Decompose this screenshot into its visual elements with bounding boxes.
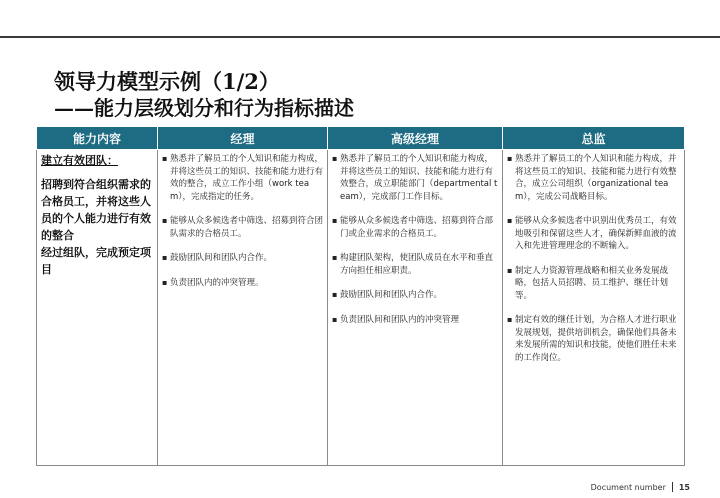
page-number: 15 bbox=[678, 482, 690, 492]
indicator-item: ▪ 制定人力资源管理战略和相关业务发展战略，包括人员招聘、员工维护、继任计划等。 bbox=[507, 265, 680, 303]
indicator-item: ▪ 制定有效的继任计划，为合格人才进行职业发展规划，提供培训机会，确保他们具备未来发展所需的知识和技能，使他们胜任未来的工作岗位。 bbox=[507, 314, 680, 364]
header-director: 总监 bbox=[503, 127, 685, 150]
indicator-item: ▪ 熟悉并了解员工的个人知识和能力构成，并将这些员工的知识、技能和能力进行有效的整合，成立工作小组（work team），完成指定的任务。 bbox=[162, 153, 323, 203]
competency-paragraph: 经过组队，完成预定项目 bbox=[41, 246, 151, 276]
competency-paragraph: 招聘到符合组织需求的合格员工，并将这些人员的个人能力进行有效的整合 bbox=[41, 178, 151, 242]
indicator-item: ▪ 熟悉并了解员工的个人知识和能力构成，并将这些员工的知识、技能和能力进行有效整合，成立职能部门（departmental team），完成部门工作目标。 bbox=[332, 153, 498, 203]
competency-description bbox=[41, 176, 153, 278]
header-competency: 能力内容 bbox=[37, 127, 158, 150]
document-number-label: Document number bbox=[590, 482, 666, 492]
director-cell bbox=[503, 150, 685, 466]
senior-manager-cell bbox=[328, 150, 503, 466]
page-subtitle: ——能力层级划分和行为指标描述 bbox=[54, 96, 354, 120]
manager-cell bbox=[158, 150, 328, 466]
competency-table bbox=[36, 126, 685, 466]
footer-divider bbox=[672, 482, 673, 492]
manager-indicator-list bbox=[162, 153, 323, 289]
director-indicator-list bbox=[507, 153, 680, 364]
table-row bbox=[37, 150, 685, 466]
indicator-item: ▪ 能够从众多候选者中筛选、招募到符合部门或企业需求的合格员工。 bbox=[332, 215, 498, 240]
header-senior-manager: 高级经理 bbox=[328, 127, 503, 150]
top-divider bbox=[0, 36, 720, 38]
indicator-item: ▪ 负责团队间和团队内的冲突管理 bbox=[332, 314, 498, 327]
table-header-row bbox=[37, 127, 685, 150]
indicator-item: ▪ 鼓励团队间和团队内合作。 bbox=[332, 289, 498, 302]
indicator-item: ▪ 鼓励团队间和团队内合作。 bbox=[162, 252, 323, 265]
indicator-item: ▪ 构建团队架构，使团队成员在水平和垂直方向担任相应职责。 bbox=[332, 252, 498, 277]
page-title: 领导力模型示例（1/2） bbox=[54, 69, 280, 94]
indicator-item: ▪ 熟悉并了解员工的个人知识和能力构成，并将这些员工的知识、技能和能力进行有效整合，成立公司组织（organizational team），完成公司战略目标。 bbox=[507, 153, 680, 203]
header-manager: 经理 bbox=[158, 127, 328, 150]
senior-manager-indicator-list bbox=[332, 153, 498, 326]
competency-heading: 建立有效团队： bbox=[41, 154, 118, 167]
indicator-item: ▪ 负责团队内的冲突管理。 bbox=[162, 277, 323, 290]
indicator-item: ▪ 能够从众多候选者中识别出优秀员工，有效地吸引和保留这些人才，确保新鲜血液的流入和先进管理理念的不断输入。 bbox=[507, 215, 680, 253]
competency-cell bbox=[37, 150, 158, 466]
indicator-item: ▪ 能够从众多候选者中筛选、招募到符合团队需求的合格员工。 bbox=[162, 215, 323, 240]
page-footer bbox=[591, 482, 690, 492]
